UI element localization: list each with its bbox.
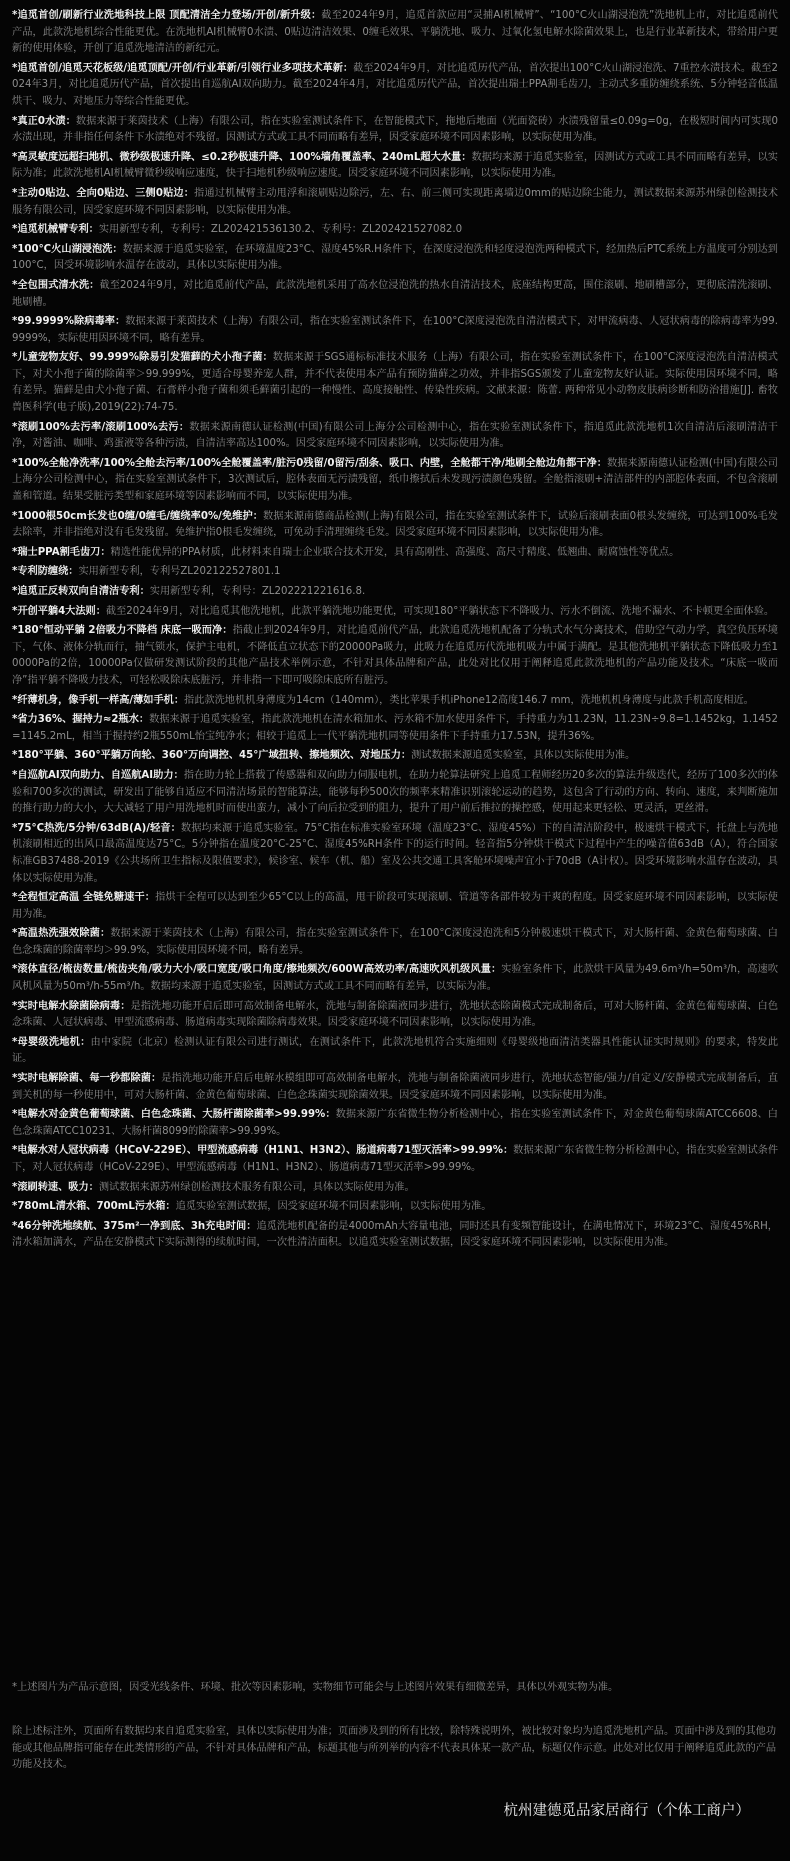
note-body: 数据来源于莱茵技术（上海）有限公司，指在实验室测试条件下，在智能模式下，拖地后地面（光面瓷砖）水渍残留量≤0.09g=0g，在极短时间内可实现0水渍出现，并非指任何条件下水渍绝对不残留。因测试方式或工具不同而略有差异，因受家庭环境不同因素影响，以实际使用为准。	[12, 115, 778, 144]
note-heading: *滚刷100%去污率/滚刷100%去污：	[12, 421, 190, 433]
note-body: 指烘干全程可以达到至少65°C以上的高温，甩干阶段可实现滚刷、管道等各部件较为干爽的程度。因受家庭环境不同因素影响，以实际使用为准。	[12, 892, 778, 920]
note-body: 由中家院（北京）检测认证有限公司进行测试，在测试条件下，此款洗地机符合实施细则《母婴级地面清洁类器具性能认证实时规则》的要求，特发此证。	[12, 1036, 779, 1065]
note-heading: *瑞士PPA割毛齿刀：	[12, 546, 111, 558]
note-body: 数据来源于SGS通标标准技术服务（上海）有限公司，指在实验室测试条件下，在100°C深度浸泡洗自清洁模式下，对犬小孢子菌的除菌率＞99.999%，更适合母婴养宠人群，并不代表使用本产品有预防猫藓之功效，并非指SGS颁发了儿童宠物友好认证。实际使用因环境不同，略有差异。猫藓是由犬小孢子菌、石膏样小孢子菌和须毛藓菌引起的一种慢性、高度接触性、传染性疾病。文献来源：陈蕾. 两种常见小动物皮肤病诊断和防治措施[J]. 畜牧兽医科学(电子版),2019(22):74-75.	[12, 352, 778, 414]
note-body: 测试数据来源苏州绿创检测技术服务有限公司，具体以实际使用为准。	[98, 1181, 415, 1193]
disclaimer-note	[12, 222, 778, 239]
disclaimer-note	[12, 999, 778, 1032]
note-heading: *180°平躺、360°平躺万向轮、360°万向调控、45°广域扭转、擦地频次、对地压力：	[12, 750, 412, 762]
note-heading: *100%全舱净洗率/100%全舱去污率/100%全舱覆盖率/脏污0残留/0留污/刮条、吸口、内壁，全舱都干净/地刷全舱边角都干净：	[12, 457, 607, 469]
note-heading: *追觅机械臂专利：	[12, 224, 99, 236]
note-heading: *99.9999%除病毒率：	[12, 316, 126, 328]
note-body: 是指洗地功能开启后即可高效制备电解水，洗地与制备除菌液同步进行，洗地状态除菌模式完成制备后，可对大肠杆菌、金黄色葡萄球菌、白色念珠菌、人冠状病毒、甲型流感病毒、肠道病毒实现除菌除病毒效果。因受家庭环境不同因素影响，以实际使用为准。	[12, 1000, 779, 1029]
note-heading: *主动0贴边、全向0贴边、三侧0贴边：	[12, 187, 195, 199]
note-body: 指此款洗地机机身薄度为14cm（140mm），类比苹果手机iPhone12高度146.7 mm，洗地机机身薄度与此款手机高度相近。	[184, 694, 754, 706]
disclaimer-note	[12, 350, 778, 416]
note-heading: *180°恒动平躺 2倍吸力不降档 床底一吸而净：	[12, 625, 233, 637]
disclaimer-note	[12, 1180, 778, 1197]
note-body: 数据来源于追觅实验室，指此款洗地机在清水箱加水、污水箱不加水使用条件下，手持重力为11.23N，11.23N÷9.8=1.1452kg，1.1452=1145.2mL，相当于握持约2瓶550mL怡宝纯净水；相较于追觅上一代平躺洗地机同等使用条件下手持重力17.53N，提升36%。	[12, 714, 778, 742]
disclaimer-note	[12, 926, 778, 959]
note-heading: *75°C热洗/5分钟/63dB(A)/轻音：	[12, 822, 181, 834]
disclaimer-note	[12, 962, 778, 995]
note-body: 数据来源南德商品检测(上海)有限公司，指在实验室测试条件下，试验后滚刷表面0根头发缠绕，可达到100%毛发去除率，并非指绝对没有毛发残留。免维护指0根毛发缠绕，可免动手清理缠绕毛发。因受家庭环境不同因素影响，以实际使用为准。	[12, 510, 778, 539]
note-heading: *电解水对人冠状病毒（HCoV-229E）、甲型流感病毒（H1N1、H3N2）、肠道病毒71型灭活率>99.99%：	[12, 1145, 514, 1157]
note-body: 数据来源广东省微生物分析检测中心，指在实验室测试条件下，对金黄色葡萄球菌ATCC6608、白色念珠菌ATCC10231、大肠杆菌8099的除菌率>99.99%。	[12, 1109, 778, 1137]
note-body: 实用新型专利，专利号：ZL202421536130.2、专利号：ZL202421527082.0	[98, 224, 463, 236]
note-heading: *自巡航AI双向助力、自巡航AI助力：	[12, 769, 184, 781]
disclaimer-note	[12, 8, 778, 58]
note-body: 数据均来源于追觅实验室，因测试方式或工具不同而略有差异，以实际为准；此款洗地机AI机械臂微秒级响应速度，快于扫地机秒级响应速度。因受家庭环境不同因素影响，以实际使用为准。	[12, 151, 778, 180]
disclaimer-note	[12, 242, 778, 275]
note-body: 测试数据来源追觅实验室，具体以实际使用为准。	[411, 750, 636, 762]
disclaimer-note	[12, 314, 778, 347]
note-body: 数据来源南德认证检测(中国)有限公司上海分公司检测中心，指在实验室测试条件下，指追觅此款洗地机1次自清洁后滚刷清洁干净，对酱油、咖啡、鸡蛋液等各种污渍，自清洁率高达100%。因受家庭环境不同因素影响，以实际使用为准。	[12, 421, 778, 450]
disclaimer-note	[12, 890, 778, 923]
note-heading: *46分钟洗地续航、375m²一净到底、3h充电时间：	[12, 1220, 257, 1232]
disclaimer-note	[12, 278, 778, 311]
note-heading: *追觅首创/刷新行业洗地科技上限 顶配清洁全力登场/开创/新升级：	[12, 10, 322, 21]
note-heading: *母婴级洗地机：	[12, 1036, 91, 1048]
note-body: 截至2024年9月，对比追觅其他洗地机，此款平躺洗地功能更优，可实现180°平躺状态下不降吸力、污水不倒流、洗地不漏水、不卡顿更全面体验。	[105, 605, 775, 617]
note-body: 数据来源南德认证检测(中国)有限公司上海分公司检测中心，指在实验室测试条件下，3次测试后，腔体表面无污渍残留，纸巾擦拭后未发现污渍颜色残留。全舱指滚刷+清洁部件的内部腔体表面，不包含滚刷盖和管道。结果受脏污类型和家庭环境等因素影响而不同，以实际使用为准。	[12, 457, 778, 503]
data-source-disclaimer: 除上述标注外，页面所有数据均来自追觅实验室，具体以实际使用为准；页面涉及到的所有比较，除特殊说明外，被比较对象均为追觅洗地机产品。页面中涉及到的其他功能或其他品牌指可能存在此类情形的产品，不针对具体品牌和产品，标题其他与所列举的内容不代表具体某一款产品，标题仅作示意。此处对比仅用于阐释追觅此款的产品功能及技术。	[12, 1726, 777, 1771]
note-heading: *实时电解除菌、每一秒都除菌：	[12, 1073, 162, 1085]
note-body: 数据来源广东省微生物分析检测中心，指在实验室测试条件下，对人冠状病毒（HCoV-229E）、甲型流感病毒（H1N1、H3N2）、肠道病毒71型灭活率>99.99%。	[12, 1145, 779, 1173]
note-body: 实验室条件下，此款烘干风量为49.6m³/h=50m³/h，高速吹风机风量为50m³/h-55m³/h。数据均来源于追觅实验室，因测试方式或工具不同而略有差异，以实际为准。	[12, 964, 779, 993]
note-body: 是指洗地功能开启后电解水模组即可高效制备电解水，洗地与制备除菌液同步进行，洗地状态智能/强力/自定义/安静模式完成制备后，直到关机的每一秒使用中，可对大肠杆菌、金黄色葡萄球菌、白色念珠菌实现除菌效果。因受家庭环境不同因素影响，以实际使用为准。	[12, 1073, 779, 1101]
disclaimer-note	[12, 712, 778, 745]
disclaimer-note	[12, 1219, 778, 1252]
disclaimer-note	[12, 604, 778, 621]
note-heading: *全程恒定高温 全链免糖速干：	[12, 892, 156, 904]
disclaimer-note	[12, 584, 778, 601]
disclaimer-note	[12, 821, 778, 887]
note-body: 数据来源于追觅实验室，在环境温度23°C、湿度45%R.H条件下，在深度浸泡洗和轻度浸泡洗两种模式下，经加热后PTC系统上方温度可分别达到100°C，因受环境影响水温存在波动，具体以实际使用为准。	[12, 243, 778, 272]
note-heading: *1000根50cm长发也0缠/0缠毛/缠绕率0%/免维护：	[12, 510, 263, 522]
note-heading: *实时电解水除菌除病毒：	[12, 1000, 131, 1012]
note-heading: *全包围式清水洗：	[12, 279, 100, 291]
disclaimer-note	[12, 564, 778, 581]
note-heading: *780mL清水箱、700mL污水箱：	[12, 1201, 176, 1213]
disclaimer-note	[12, 1035, 778, 1068]
note-heading: *纤薄机身，像手机一样高/薄如手机：	[12, 694, 185, 706]
disclaimer-note	[12, 456, 778, 506]
disclaimer-note	[12, 693, 778, 710]
disclaimer-note	[12, 420, 778, 453]
company-name: 杭州建德觅品家居商行（个体工商户）	[503, 1803, 750, 1819]
image-disclaimer: *上述图片为产品示意图，因受光线条件、环境、批次等因素影响，实物细节可能会与上述图片效果有细微差异，具体以外观实物为准。	[12, 1682, 619, 1693]
disclaimer-note	[12, 623, 778, 689]
note-body: 数据来源于莱茵技术（上海）有限公司，指在实验室测试条件下，在100°C深度浸泡洗自清洁模式下，对甲流病毒、人冠状病毒的除病毒率为99.9999%，实际使用因环境不同，略有差异。	[12, 316, 778, 344]
disclaimer-note	[12, 1199, 778, 1216]
note-heading: *省力36%、握持力≈2瓶水：	[12, 714, 150, 726]
disclaimer-note	[12, 114, 778, 147]
disclaimer-note	[12, 545, 778, 562]
note-heading: *电解水对金黄色葡萄球菌、白色念珠菌、大肠杆菌除菌率>99.99%：	[12, 1109, 336, 1121]
note-heading: *专利防缠绕：	[12, 566, 79, 578]
note-heading: *100°C火山湖浸泡洗：	[12, 243, 123, 255]
note-heading: *高温热洗强效除菌：	[12, 928, 111, 940]
disclaimer-note	[12, 61, 778, 111]
note-body: 指在助力轮上搭载了传感器和双向助力伺服电机，在助力轮算法研究上追觅工程师经历20多次的算法升级迭代，经历了100多次的体验和700多次的测试，研发出了能够自适应不同清洁场景的智能算法，能够每秒500次的频率来精准识别滚轮运动的趋势，这包含了行动的方向、转向、速度，来判断施加的推行助力的大小，大大减轻了用户用洗地机时而使出蛮力，减小了向后拉受到的阻力，提升了用户前后推拉的操控感，使用起来更轻松、更灵活，更丝滑。	[12, 769, 778, 815]
disclaimer-note	[12, 1107, 778, 1140]
note-body: 追觅洗地机配备的是4000mAh大容量电池，同时还具有变频智能设计，在满电情况下，环境23°C、湿度45%RH，清水箱加满水，产品在安静模式下实际测得的续航时间，一次性清洁面积。以追觅实验室测试数据，因受家庭环境不同因素影响，以实际使用为准。	[12, 1220, 778, 1249]
disclaimer-note	[12, 748, 778, 765]
note-heading: *开创平躺4大法则：	[12, 605, 106, 617]
note-heading: *滚体直径/梳齿数量/梳齿夹角/吸力大小/吸口宽度/吸口角度/擦地频次/600W高效功率/高速吹风机级风量：	[12, 964, 502, 976]
note-heading: *儿童宠物友好、99.999%除易引发猫藓的犬小孢子菌：	[12, 352, 273, 364]
note-heading: *追觅正反转双向自清洁专利：	[12, 586, 150, 597]
note-body: 数据来源于莱茵技术（上海）有限公司，指在实验室测试条件下，在100°C深度浸泡洗和5分钟极速烘干模式下，对大肠杆菌、金黄色葡萄球菌、白色念珠菌的除菌率均＞99.9%，实际使用因环境不同，略有差异。	[12, 928, 778, 956]
note-body: 截至2024年9月，对比追觅历代产品，首次提出100°C火山湖浸泡洗、7重控水渍技术。截至2024年3月，对比追觅历代产品，首次提出自巡航AI双向助力。截至2024年4月，对比追觅历代产品，首次提出瑞士PPA割毛齿刀，主动式多重防缠绕系统、5分钟轻音低温烘干、吸力、对地压力等综合性能更优。	[12, 62, 778, 107]
disclaimer-note	[12, 768, 778, 818]
note-body: 精选性能优异的PPA材质，此材料来自瑞士企业联合技术开发，具有高刚性、高强度、高尺寸精度、低翘曲、耐腐蚀性等优点。	[110, 546, 680, 558]
note-body: 实用新型专利，专利号ZL202122527801.1	[78, 566, 281, 578]
note-heading: *真正0水渍：	[12, 115, 76, 127]
note-body: 指截止到2024年9月，对比追觅前代产品，此款追觅洗地机配备了分轨式水气分离技术，借助空气动力学，真空负压环境下，气体、液体分轨而行，抽气锁水，保护主电机，不降低直立状态下的20000Pa吸力，此吸力在追觅历代洗地机吸力中属于满配。是其他洗地机平躺状态下降低吸力至10000Pa的2倍，10000Pa仅做研发测试阶段的其他产品技术举例示意，不针对具体品牌和产品，此处对比仅用于阐释追觅此款洗地机的产品功能及技术。“床底一吸而净”指平躺不降吸力技术，可轻松吸除床底脏污，并非指一下即可吸除床底所有脏污。	[12, 625, 778, 686]
note-body: 实用新型专利，专利号：ZL202221221616.8.	[149, 586, 366, 597]
note-body: 指通过机械臂主动甩浮和滚刷贴边除污，左、右、前三侧可实现距离墙边0mm的贴边除尘能力，测试数据来源苏州绿创检测技术服务有限公司，因受家庭环境不同因素影响，以实际使用为准。	[12, 187, 778, 216]
note-body: 截至2024年9月，对比追觅前代产品，此款洗地机采用了高水位浸泡洗的热水自清洁技术，底座结构更高，围住滚刷、地刷槽部分，更彻底清洗滚刷、地刷槽。	[12, 279, 778, 308]
note-heading: *滚刷转速、吸力：	[12, 1181, 99, 1193]
disclaimer-notes	[12, 8, 778, 1252]
disclaimer-note	[12, 186, 778, 219]
note-body: 追觅实验室测试数据，因受家庭环境不同因素影响，以实际使用为准。	[175, 1201, 492, 1213]
disclaimer-note	[12, 150, 778, 183]
note-heading: *高灵敏度远超扫地机、微秒级极速升降、≤0.2秒极速升降、100%墙角覆盖率、240mL超大水量：	[12, 151, 472, 163]
note-body: 截至2024年9月，追觅首款应用“灵捕AI机械臂”、“100°C火山湖浸泡洗”洗地机上市，对比追觅前代产品，此款洗地机综合性能更优。在洗地机AI机械臂0水渍、0贴边清洁效果、0缠毛效果、平躺洗地、吸力、过氧化氢电解水除菌效果上，也是行业革新技术，带给用户更新的使用体验，开创了追觅洗地清洁的新纪元。	[12, 10, 778, 55]
note-body: 数据均来源于追觅实验室。75°C指在标准实验室环境（温度23°C、湿度45%）下的自清洁阶段中，极速烘干模式下，托盘上与洗地机滚刷相近的出风口最高温度达75°C。5分钟指在温度20°C-25°C、湿度45%RH条件下的运行时间。轻音指5分钟烘干模式下过程中产生的噪音值63dB（A），符合国家标准GB37488-2019《公共场所卫生指标及限值要求》，候诊室、候车（机、船）室及公共交通工具客舱环境噪声宜小于70dB（A计权）。因受环境影响水温存在波动，具体以实际使用为准。	[12, 822, 778, 884]
disclaimer-note	[12, 1143, 778, 1176]
disclaimer-note	[12, 1071, 778, 1104]
disclaimer-note	[12, 509, 778, 542]
note-heading: *追觅首创/追觅天花板级/追觅顶配/开创/行业革新/引领行业多项技术革新：	[12, 62, 354, 74]
